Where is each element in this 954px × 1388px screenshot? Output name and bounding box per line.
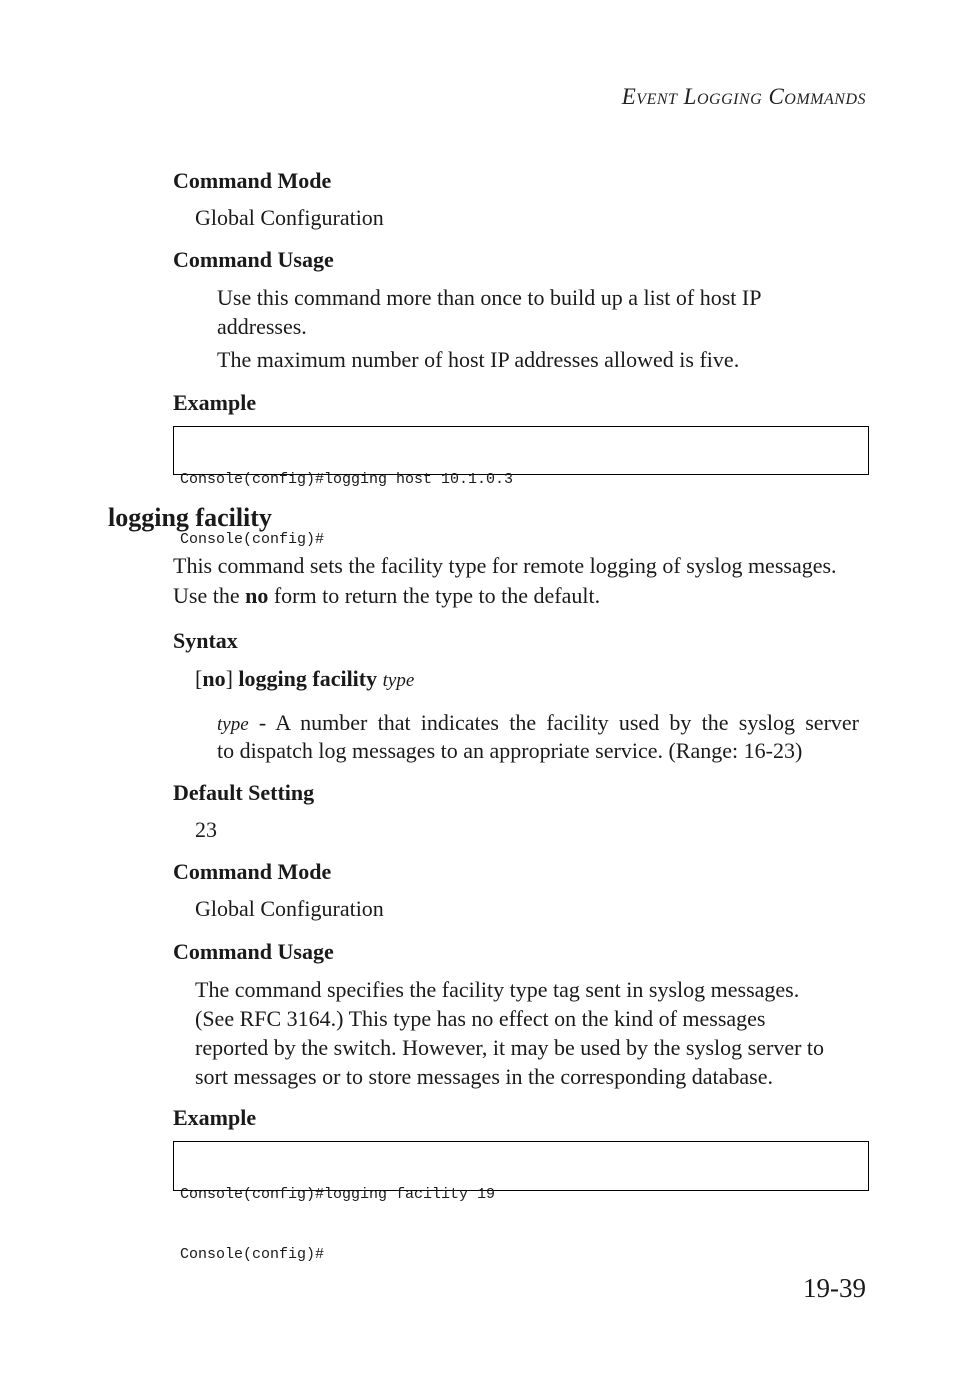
syntax-bracket: ] [225, 666, 233, 691]
command-usage-heading: Command Usage [173, 247, 334, 272]
example-heading: Example [173, 1105, 257, 1130]
command-mode-value: Global Configuration [195, 896, 384, 921]
code-line: Console(config)# [180, 531, 325, 548]
section-title: logging facility [108, 503, 272, 532]
usage-line: Use this command more than once to build up a list of host IP [217, 285, 762, 310]
usage-line: The maximum number of host IP addresses allowed is five. [217, 347, 740, 372]
running-head-smallcaps: OGGING [696, 91, 763, 108]
param-name: type [217, 714, 249, 735]
code-line: Console(config)# [180, 1246, 325, 1263]
syntax-bracket: [ [195, 666, 203, 691]
syntax-param: type [382, 670, 415, 691]
command-usage-heading: Command Usage [173, 939, 334, 964]
usage-line: addresses. [217, 314, 307, 339]
param-desc-line: to dispatch log messages to an appropriate service. (Range: 16-23) [217, 738, 803, 763]
command-mode-heading: Command Mode [173, 859, 332, 884]
syntax-command: logging facility [238, 666, 378, 691]
intro-line [173, 581, 600, 610]
usage-line: sort messages or to store messages in the corresponding database. [195, 1064, 773, 1089]
param-desc: - A number that indicates the facility used by the syslog server [248, 710, 859, 735]
command-mode-heading: Command Mode [173, 168, 332, 193]
syntax-heading: Syntax [173, 628, 238, 653]
running-head-smallcaps: OMMANDS [784, 91, 866, 108]
running-head-cap: E [621, 84, 637, 109]
syntax-no: no [202, 666, 226, 691]
page-number: 19-39 [803, 1273, 866, 1303]
intro-text: form to return the type to the default. [268, 583, 601, 608]
syntax-line [195, 664, 414, 695]
intro-line: This command sets the facility type for remote logging of syslog messages. [173, 553, 837, 578]
default-setting-value: 23 [195, 817, 217, 842]
command-mode-value: Global Configuration [195, 205, 384, 230]
usage-line: reported by the switch. However, it may be used by the syslog server to [195, 1035, 825, 1060]
intro-text: Use the [173, 583, 246, 608]
example-heading: Example [173, 390, 257, 415]
code-line: Console(config)#logging host 10.1.0.3 [180, 471, 514, 488]
default-setting-heading: Default Setting [173, 780, 315, 805]
param-desc-line [217, 708, 859, 739]
example-code-block [173, 1141, 869, 1263]
usage-line: (See RFC 3164.) This type has no effect on the kind of messages [195, 1006, 766, 1031]
running-head-cap: L [683, 84, 697, 109]
code-line: Console(config)#logging facility 19 [180, 1186, 496, 1203]
running-head-cap: C [768, 84, 785, 109]
usage-line: The command specifies the facility type tag sent in syslog messages. [195, 977, 800, 1002]
running-head [622, 84, 866, 110]
running-head-smallcaps: VENT [636, 91, 678, 108]
no-keyword: no [245, 583, 269, 608]
